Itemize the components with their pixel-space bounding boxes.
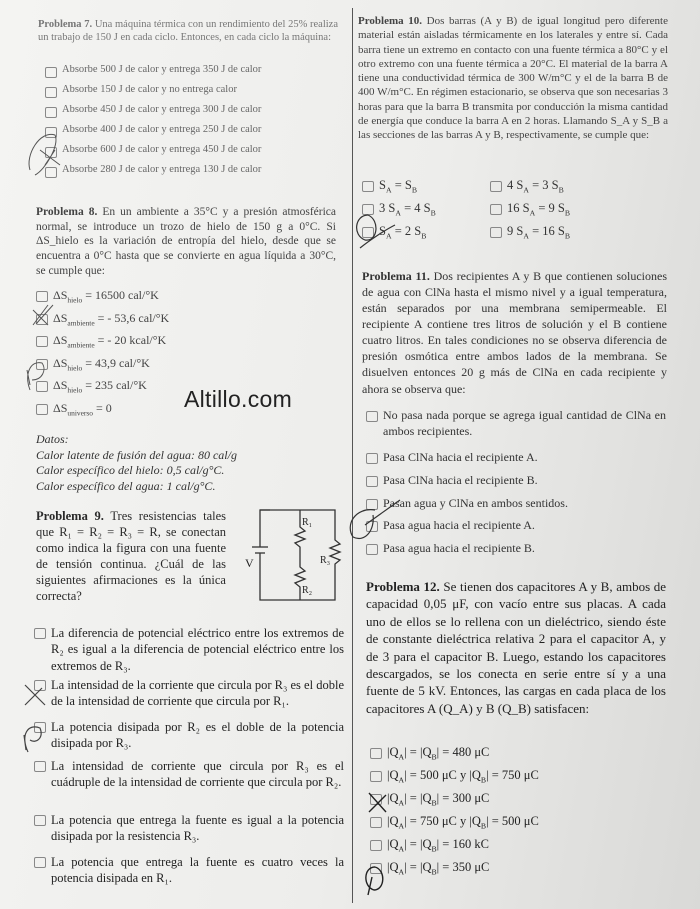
- text-segment: |Q: [387, 814, 399, 828]
- p9-option[interactable]: [34, 758, 344, 791]
- checkbox[interactable]: [45, 127, 57, 138]
- subscript: A: [523, 231, 529, 241]
- checkbox[interactable]: [362, 227, 374, 238]
- problem-10-title: Problema 10.: [358, 15, 422, 27]
- text-segment: 3 S: [379, 201, 396, 215]
- p7-option[interactable]: [45, 124, 261, 138]
- checkbox[interactable]: [34, 628, 46, 639]
- text-segment: | = 500 μC: [486, 814, 539, 828]
- p8-option[interactable]: [36, 401, 112, 417]
- option-label: La intensidad de corriente que circula por R₃ es el cuádruple de la intensidad de corriente que circula por R₂.: [51, 759, 344, 790]
- label-v: V: [245, 556, 254, 570]
- subscript: B: [411, 185, 417, 195]
- p11-option[interactable]: [366, 450, 666, 466]
- text-segment: ΔS: [53, 310, 68, 325]
- text-segment: = S: [391, 178, 412, 192]
- option-label: [507, 224, 570, 241]
- checkbox[interactable]: [366, 499, 378, 510]
- problem-9-statement: [36, 508, 226, 604]
- p12-option[interactable]: [370, 814, 539, 831]
- problem-11-statement: [362, 268, 667, 397]
- p11-option[interactable]: [366, 518, 666, 534]
- option-label: [53, 356, 150, 372]
- subscript: B: [431, 844, 437, 854]
- option-label: [379, 178, 417, 195]
- text-segment: | = 350 μC: [436, 860, 490, 874]
- checkbox[interactable]: [34, 680, 46, 691]
- p8-option[interactable]: [36, 333, 166, 349]
- subscript: A: [398, 867, 405, 877]
- datos-line: Calor específico del agua: 1 cal/g°C.: [36, 478, 216, 493]
- subscript: A: [385, 231, 392, 241]
- checkbox[interactable]: [370, 863, 382, 874]
- checkbox[interactable]: [36, 314, 48, 325]
- p7-option[interactable]: [45, 84, 237, 98]
- p12-option[interactable]: [370, 837, 489, 854]
- text-segment: |Q: [387, 768, 399, 782]
- checkbox[interactable]: [45, 107, 57, 118]
- checkbox[interactable]: [36, 359, 48, 370]
- problem-7-text: Una máquina térmica con un rendimiento del 25% realiza un trabajo de 150 J en cada ciclo. Entonces, en cada ciclo la máquina:: [38, 19, 338, 44]
- option-label: La diferencia de potencial eléctrico entre los extremos de R₂ es igual a la diferencia de potencial eléctrico entre los extremos de R₃.: [51, 626, 344, 673]
- p7-option[interactable]: [45, 104, 261, 118]
- option-label: [387, 814, 539, 831]
- option-label: [53, 288, 159, 304]
- problem-10-statement: [358, 14, 668, 143]
- text-segment: | = 300 μC: [436, 791, 490, 805]
- text-segment: ΔS: [53, 355, 68, 370]
- text-segment: S: [379, 178, 386, 192]
- p8-option[interactable]: [36, 378, 147, 394]
- p10-option[interactable]: [362, 178, 417, 195]
- datos-line: Calor latente de fusión del agua: 80 cal/g: [36, 447, 237, 462]
- checkbox[interactable]: [34, 815, 46, 826]
- p10-option[interactable]: [490, 224, 570, 241]
- checkbox[interactable]: [34, 857, 46, 868]
- p12-option[interactable]: [370, 745, 489, 762]
- subscript: A: [398, 752, 405, 762]
- checkbox[interactable]: [45, 67, 57, 78]
- option-label: Absorbe 500 J de calor y entrega 350 J de calor: [62, 64, 262, 75]
- text-segment: | = |Q: [404, 860, 432, 874]
- problem-12-statement: [366, 578, 666, 717]
- problem-11-text: Dos recipientes A y B que contienen soluciones de agua con ClNa hasta el mismo nivel y a igual temperatura, están separados por una membrana semipermeable. El recipiente A contiene tres litros de solución y el B contiene cuatro litros. En tales condiciones no se observa diferencia de presión osmótica entre ambos lados de la membrana. Se disuelven entonces 20 g más de ClNa en cada recipiente y ahora se observa que:: [362, 269, 667, 396]
- p9-option[interactable]: [34, 677, 344, 710]
- text-segment: | = 160 kC: [436, 837, 489, 851]
- problem-11-title: Problema 11.: [362, 269, 430, 283]
- option-label: [507, 201, 570, 218]
- problem-12-title: Problema 12.: [366, 579, 440, 594]
- option-label: Absorbe 150 J de calor y no entrega calor: [62, 84, 237, 95]
- p11-option[interactable]: [366, 496, 666, 512]
- subscript: universo: [67, 407, 94, 417]
- problem-8-title: Problema 8.: [36, 206, 98, 218]
- option-label: [379, 224, 426, 241]
- label-r1: R₁: [302, 517, 313, 528]
- label-r2: R₂: [302, 585, 313, 596]
- subscript: B: [430, 208, 436, 218]
- checkbox[interactable]: [34, 722, 46, 733]
- problem-7-title: Problema 7.: [38, 19, 93, 30]
- text-segment: S: [379, 224, 386, 238]
- checkbox[interactable]: [490, 227, 502, 238]
- p10-option[interactable]: [490, 178, 564, 195]
- subscript: A: [398, 844, 405, 854]
- text-segment: = 3 S: [528, 178, 559, 192]
- checkbox[interactable]: [45, 167, 57, 178]
- option-label: Pasan agua y ClNa en ambos sentidos.: [383, 496, 568, 510]
- checkbox[interactable]: [36, 381, 48, 392]
- p11-option[interactable]: [366, 408, 666, 439]
- subscript: A: [395, 208, 401, 218]
- option-label: [387, 837, 489, 854]
- text-segment: | = 750 μC y |Q: [404, 814, 481, 828]
- text-segment: | = 500 μC y |Q: [404, 768, 481, 782]
- text-segment: ΔS: [53, 400, 68, 415]
- checkbox[interactable]: [362, 181, 374, 192]
- checkbox[interactable]: [36, 291, 48, 302]
- text-segment: = 16500 cal/°K: [82, 288, 159, 302]
- checkbox[interactable]: [34, 761, 46, 772]
- datos-title: Datos:: [36, 432, 69, 446]
- p9-option[interactable]: [34, 719, 344, 752]
- p10-option[interactable]: [362, 224, 426, 241]
- subscript: ambiente: [67, 340, 95, 350]
- problem-9-text: Tres resistencias tales que R₁ = R₂ = R₃ = R, se conectan como indica la figura con una fuente de tensión continua. ¿Cuál de las siguientes afirmaciones es la única correcta?: [36, 509, 227, 603]
- subscript: B: [558, 185, 564, 195]
- label-r3: R₃: [320, 555, 331, 566]
- checkbox[interactable]: [366, 411, 378, 422]
- option-label: La potencia disipada por R₂ es el doble de la potencia disipada por R₃.: [51, 720, 344, 751]
- option-label: [507, 178, 564, 195]
- text-segment: |Q: [387, 860, 399, 874]
- option-label: [387, 768, 539, 785]
- subscript: B: [480, 821, 487, 831]
- subscript: B: [480, 775, 487, 785]
- option-label: Pasa ClNa hacia el recipiente A.: [383, 450, 538, 464]
- p8-option[interactable]: [36, 288, 159, 304]
- p7-option[interactable]: [45, 144, 261, 158]
- option-label: [387, 791, 489, 808]
- p9-option[interactable]: [34, 854, 344, 887]
- checkbox[interactable]: [45, 87, 57, 98]
- problem-8-statement: [36, 205, 336, 279]
- subscript: ambiente: [67, 317, 95, 327]
- p12-option[interactable]: [370, 791, 489, 808]
- checkbox[interactable]: [370, 840, 382, 851]
- text-segment: 9 S: [507, 224, 524, 238]
- p8-option[interactable]: [36, 311, 169, 327]
- text-segment: = 0: [93, 400, 112, 415]
- checkbox[interactable]: [366, 544, 378, 555]
- checkbox[interactable]: [36, 336, 48, 347]
- problem-9-title: Problema 9.: [36, 509, 104, 523]
- p7-option[interactable]: [45, 164, 261, 178]
- text-segment: = 43,9 cal/°K: [82, 355, 150, 370]
- text-segment: = 16 S: [528, 224, 565, 238]
- subscript: A: [523, 185, 529, 195]
- text-segment: |Q: [387, 837, 399, 851]
- p11-option[interactable]: [366, 541, 666, 557]
- subscript: B: [564, 231, 570, 241]
- option-label: Pasa agua hacia el recipiente A.: [383, 518, 535, 532]
- text-segment: ΔS: [53, 333, 68, 347]
- text-segment: = 9 S: [535, 201, 565, 215]
- option-label: Absorbe 400 J de calor y entrega 250 J de calor: [62, 124, 262, 135]
- circuit-diagram: [240, 505, 355, 605]
- problem-8-text: En un ambiente a 35°C y a presión atmosférica normal, se introduce un trozo de hielo de 150 g a 0°C. Si ΔS_hielo es la variación de entropía del hielo, desde que se encuentra a 0°C hasta que se convierte en agua líquida a 30°C, se cumple que:: [36, 206, 336, 277]
- checkbox[interactable]: [370, 748, 382, 759]
- text-segment: | = 750 μC: [486, 768, 539, 782]
- subscript: A: [398, 821, 405, 831]
- subscript: B: [421, 231, 427, 241]
- subscript: B: [431, 867, 437, 877]
- text-segment: = 4 S: [400, 201, 431, 215]
- checkbox[interactable]: [490, 181, 502, 192]
- p11-option[interactable]: [366, 473, 666, 489]
- text-segment: = 235 cal/°K: [82, 378, 147, 392]
- checkbox[interactable]: [370, 771, 382, 782]
- text-segment: = - 20 kcal/°K: [94, 333, 167, 347]
- option-label: [379, 201, 436, 218]
- p8-option[interactable]: [36, 356, 150, 372]
- text-segment: ΔS: [53, 288, 68, 302]
- checkbox[interactable]: [370, 817, 382, 828]
- checkbox[interactable]: [490, 204, 502, 215]
- option-label: Absorbe 450 J de calor y entrega 300 J de calor: [62, 104, 262, 115]
- text-segment: 4 S: [507, 178, 524, 192]
- checkbox[interactable]: [36, 404, 48, 415]
- text-segment: 16 S: [507, 201, 530, 215]
- problem-8-data: [36, 432, 336, 494]
- datos-line: Calor específico del hielo: 0,5 cal/g°C.: [36, 463, 225, 478]
- option-label: Absorbe 600 J de calor y entrega 450 J de calor: [62, 144, 262, 155]
- p9-option[interactable]: [34, 812, 344, 845]
- column-divider: [352, 8, 353, 903]
- option-label: [53, 378, 147, 394]
- text-segment: ΔS: [53, 378, 68, 392]
- text-segment: | = |Q: [404, 837, 432, 851]
- subscript: B: [431, 752, 437, 762]
- option-label: Absorbe 280 J de calor y entrega 130 J de calor: [62, 164, 262, 175]
- watermark: Altillo.com: [184, 386, 293, 412]
- subscript: B: [564, 208, 570, 218]
- text-segment: |Q: [387, 791, 399, 805]
- option-label: [387, 860, 489, 877]
- option-label: La potencia que entrega la fuente es cuatro veces la potencia disipada en R₁.: [51, 855, 344, 886]
- problem-12-text: Se tienen dos capacitores A y B, ambos de capacidad 0,05 μF, con vacío entre sus placas. A cada uno de ellos se lo rellena con un dieléctrico, siendo éste de constante dieléctrica relativa 2 para el capacitor A, y de 3 para el capacitor B. Luego, estando los capacitores descargados, se los conecta en serie entre sí y a una fuente de 5 kV. Entonces, las cargas en cada placa de los capacitores A (Q_A) y B (Q_B) satisfacen:: [366, 579, 667, 716]
- subscript: hielo: [67, 295, 83, 305]
- p7-option[interactable]: [45, 64, 261, 78]
- subscript: B: [431, 798, 437, 808]
- option-label: [53, 333, 166, 349]
- p10-option[interactable]: [362, 201, 436, 218]
- text-segment: = 2 S: [391, 224, 422, 238]
- subscript: A: [385, 185, 392, 195]
- p10-option[interactable]: [490, 201, 570, 218]
- option-label: No pasa nada porque se agrega igual cantidad de ClNa en ambos recipientes.: [383, 408, 666, 438]
- subscript: A: [398, 775, 405, 785]
- checkbox[interactable]: [366, 521, 378, 532]
- p9-option[interactable]: [34, 625, 344, 674]
- checkbox[interactable]: [45, 147, 57, 158]
- p12-option[interactable]: [370, 860, 489, 877]
- option-label: [387, 745, 489, 762]
- subscript: hielo: [67, 385, 83, 395]
- subscript: A: [529, 208, 536, 218]
- option-label: [53, 311, 169, 327]
- text-segment: | = |Q: [404, 791, 432, 805]
- text-segment: | = |Q: [404, 745, 432, 759]
- problem-10-text: Dos barras (A y B) de igual longitud pero diferente material están aisladas térmicamente en los laterales y entre sí. Cada barra tiene un extremo en contacto con una fuente térmica a 80°C y el otro extremo con una fuente térmica a 20°C. El material de la barra A tiene una conductividad térmica de 300 W/m°C y el de la barra B de 400 W/m°C. En régimen estacionario, se observa que son necesarias 3 horas para que la barra B transmita por conducción la misma cantidad de energía que conduce la barra A en 2 horas. Llamando S_A y S_B a las secciones de las barras A y B, respectivamente, se cumple que:: [358, 15, 668, 142]
- option-label: Pasa agua hacia el recipiente B.: [383, 541, 535, 555]
- option-label: La intensidad de la corriente que circula por R₃ es el doble de la intensidad de corriente que circula por R₁.: [51, 678, 344, 709]
- subscript: A: [398, 798, 405, 808]
- checkbox[interactable]: [362, 204, 374, 215]
- p12-option[interactable]: [370, 768, 539, 785]
- option-label: Pasa ClNa hacia el recipiente B.: [383, 473, 538, 487]
- text-segment: = - 53,6 cal/°K: [94, 310, 170, 325]
- text-segment: |Q: [387, 745, 399, 759]
- option-label: [53, 401, 112, 417]
- subscript: hielo: [67, 362, 83, 372]
- checkbox[interactable]: [370, 794, 382, 805]
- checkbox[interactable]: [366, 476, 378, 487]
- problem-7-statement: [38, 18, 338, 45]
- option-label: La potencia que entrega la fuente es igual a la potencia disipada por la resistencia R₃.: [51, 813, 344, 844]
- text-segment: | = 480 μC: [436, 745, 490, 759]
- checkbox[interactable]: [366, 453, 378, 464]
